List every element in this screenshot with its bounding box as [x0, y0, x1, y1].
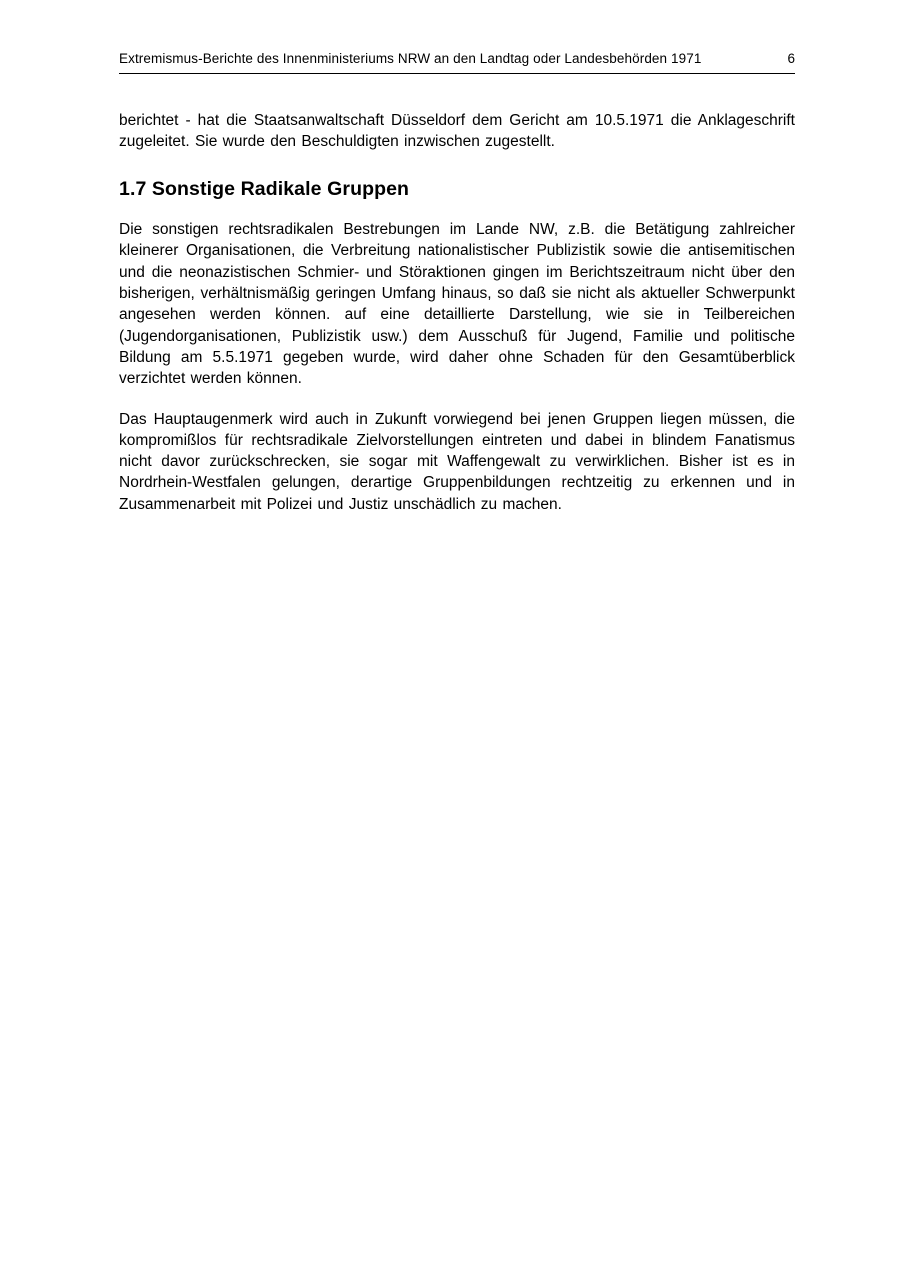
paragraph-radikale-gruppen: Die sonstigen rechtsradikalen Bestrebungen im Lande NW, z.B. die Betätigung zahlreicher kleinerer Organisationen, die Verbreitung nationalistischer Publizistik sowie die antisemitischen und die neonazistischen Schmier- und Störaktionen gingen im Berichtszeitraum nicht über den bisherigen, verhältnismäßig geringen Umfang hinaus, so daß sie nicht als aktueller Schwerpunkt angesehen werden können. auf eine detaillierte Darstellung, wie sie in Teilbereichen (Jugendorganisationen, Publizistik usw.) dem Ausschuß für Jugend, Familie und politische Bildung am 5.5.1971 gegeben wurde, wird daher ohne Schaden für den Gesamtüberblick verzichtet werden können. — [119, 221, 795, 388]
header-title: Extremismus-Berichte des Innenministeriums NRW an den Landtag oder Landesbehörden 1971 — [119, 51, 702, 66]
section-heading: 1.7 Sonstige Radikale Gruppen — [119, 178, 410, 201]
paragraph-hauptaugenmerk: Das Hauptaugenmerk wird auch in Zukunft vorwiegend bei jenen Gruppen liegen müssen, die kompromißlos für rechtsradikale Zielvorstellungen eintreten und dabei in blindem Fanatismus nicht davor zurückschrecken, sie sogar mit Waffengewalt zu verwirklichen. Bisher ist es in Nordrhein-Westfalen gelungen, derartige Gruppenbildungen rechtzeitig zu erkennen und in Zusammenarbeit mit Polizei und Justiz unschädlich zu machen. — [119, 410, 795, 513]
paragraph-intro: berichtet - hat die Staatsanwaltschaft Düsseldorf dem Gericht am 10.5.1971 die Anklageschrift zugeleitet. Sie wurde den Beschuldigten inzwischen zugestellt. — [119, 111, 795, 150]
document-body — [119, 110, 795, 515]
page-header — [119, 50, 795, 74]
page-number: 6 — [787, 51, 795, 66]
